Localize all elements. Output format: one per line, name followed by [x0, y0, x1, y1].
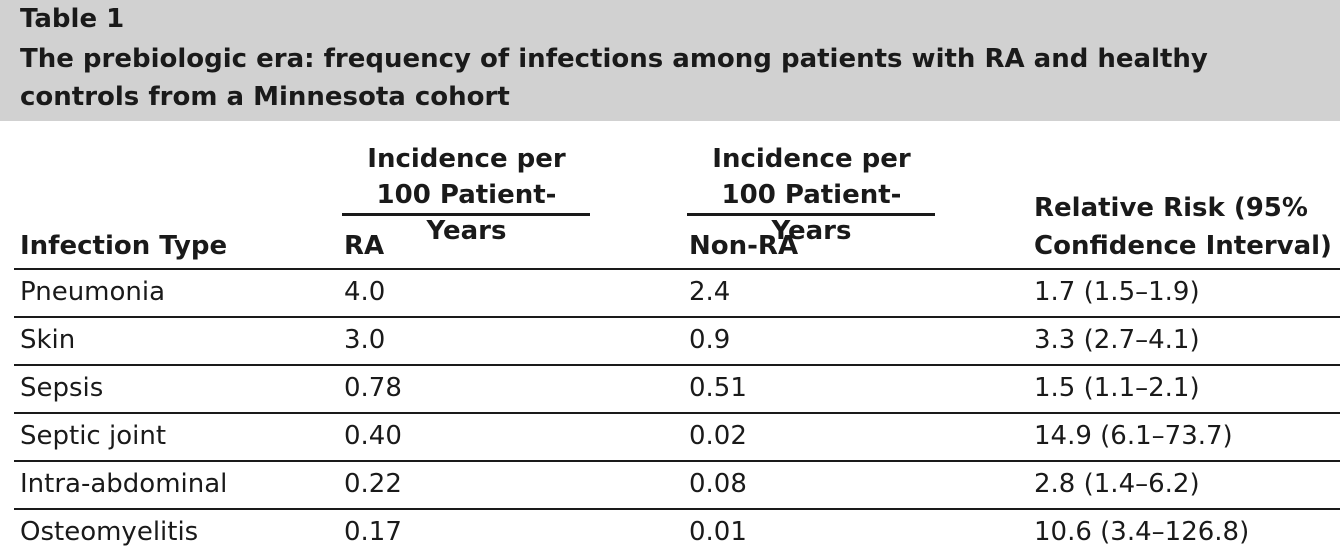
- table-row: [0, 510, 1340, 558]
- ra-incidence-cell: 3.0: [344, 325, 386, 355]
- relative-risk-header-line1: Relative Risk (95%: [1034, 193, 1308, 223]
- non-ra-incidence-group-header: Incidence per 100 Patient-Years: [712, 144, 911, 246]
- non-ra-incidence-cell: 0.08: [689, 469, 747, 499]
- ra-incidence-cell: 0.17: [344, 517, 402, 547]
- non-ra-incidence-cell: 0.9: [689, 325, 731, 355]
- infection-type-cell: Sepsis: [20, 373, 104, 403]
- table-row: [0, 318, 1340, 366]
- relative-risk-header-line2: Confidence Interval): [1034, 231, 1332, 261]
- ra-incidence-cell: 4.0: [344, 277, 386, 307]
- non-ra-incidence-cell: 2.4: [689, 277, 731, 307]
- non-ra-group-underline: [687, 213, 935, 216]
- relative-risk-cell: 2.8 (1.4–6.2): [1034, 469, 1200, 499]
- relative-risk-cell: 1.7 (1.5–1.9): [1034, 277, 1200, 307]
- non-ra-column-header: Non-RA: [689, 231, 799, 261]
- table-row: [0, 462, 1340, 510]
- relative-risk-cell: 1.5 (1.1–2.1): [1034, 373, 1200, 403]
- table-row: [0, 366, 1340, 414]
- relative-risk-cell: 3.3 (2.7–4.1): [1034, 325, 1200, 355]
- ra-incidence-cell: 0.40: [344, 421, 402, 451]
- infection-type-cell: Osteomyelitis: [20, 517, 199, 547]
- table-header-band: [0, 0, 1340, 121]
- ra-incidence-cell: 0.22: [344, 469, 402, 499]
- relative-risk-cell: 14.9 (6.1–73.7): [1034, 421, 1233, 451]
- ra-incidence-group-header: Incidence per 100 Patient-Years: [367, 144, 566, 246]
- ra-incidence-cell: 0.78: [344, 373, 402, 403]
- table-title: The prebiologic era: frequency of infections among patients with RA and healthy controls from a Minnesota cohort: [20, 44, 1208, 112]
- infection-type-cell: Skin: [20, 325, 76, 355]
- table-row: [0, 414, 1340, 462]
- ra-column-header: RA: [344, 231, 385, 261]
- table-label: Table 1: [20, 4, 125, 34]
- infection-type-header: Infection Type: [20, 231, 228, 261]
- infection-type-cell: Septic joint: [20, 421, 167, 451]
- table-row: [0, 270, 1340, 318]
- non-ra-incidence-cell: 0.51: [689, 373, 747, 403]
- non-ra-incidence-cell: 0.01: [689, 517, 747, 547]
- non-ra-incidence-cell: 0.02: [689, 421, 747, 451]
- infection-type-cell: Pneumonia: [20, 277, 166, 307]
- ra-group-underline: [342, 213, 590, 216]
- infection-type-cell: Intra-abdominal: [20, 469, 228, 499]
- relative-risk-cell: 10.6 (3.4–126.8): [1034, 517, 1250, 547]
